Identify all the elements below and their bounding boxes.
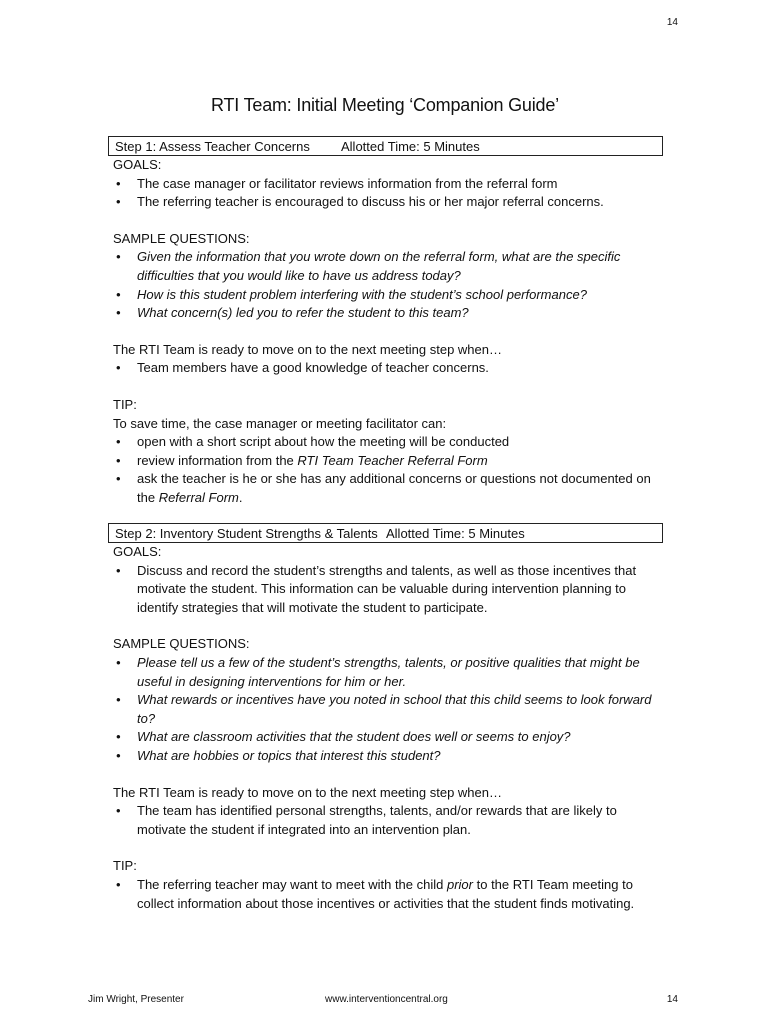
step1-time: Allotted Time: 5 Minutes xyxy=(341,139,480,154)
step2-questions-label: SAMPLE QUESTIONS: xyxy=(113,636,250,652)
tip-text: . xyxy=(238,489,243,505)
step1-goals-list xyxy=(113,175,663,212)
step2-time: Allotted Time: 5 Minutes xyxy=(386,526,525,541)
tip-text: The referring teacher may want to meet with the child xyxy=(137,876,447,892)
step1-tips-list xyxy=(113,433,663,507)
step2-goals-label: GOALS: xyxy=(113,544,162,559)
tip-text: review information from the xyxy=(137,452,298,468)
step1-header-box xyxy=(108,136,663,156)
step2-header-box xyxy=(108,523,663,543)
list-item: • The referring teacher is encouraged to discuss his or her major referral concerns. xyxy=(113,193,663,212)
tip-emphasis: prior xyxy=(446,876,473,892)
step1-goals-label: GOALS: xyxy=(113,157,162,172)
step1-questions-list xyxy=(113,248,663,322)
list-item: • What rewards or incentives have you noted in school that this child seems to look forward to? xyxy=(113,691,663,728)
step2-content xyxy=(113,543,663,913)
list-item: • What are classroom activities that the student does well or seems to enjoy? xyxy=(113,728,663,747)
step1-tip-label: TIP: xyxy=(113,396,137,412)
step1-content xyxy=(113,156,663,508)
footer-page-number: 14 xyxy=(666,994,678,1005)
footer-website: www.interventioncentral.org xyxy=(325,994,448,1005)
step2-ready-list xyxy=(113,802,663,839)
list-item: • The case manager or facilitator reviews information from the referral form xyxy=(113,175,663,194)
list-item xyxy=(113,876,663,913)
step1-questions-label: SAMPLE QUESTIONS: xyxy=(113,230,250,246)
list-item: • Discuss and record the student’s strengths and talents, as well as those incentives that motivate the student. This information can be valuable during intervention planning to identify strategies that will motivate the student to participate. xyxy=(113,562,663,618)
step1-ready-label: The RTI Team is ready to move on to the next meeting step when… xyxy=(113,341,502,357)
tip-emphasis: RTI Team Teacher Referral Form xyxy=(297,452,488,468)
tip-emphasis: Referral Form xyxy=(158,489,239,505)
step1-tip-intro: To save time, the case manager or meeting facilitator can: xyxy=(113,415,447,431)
list-item: • What concern(s) led you to refer the student to this team? xyxy=(113,304,663,323)
tip-text: ask the teacher is he or she has any additional concerns or questions not documented on the xyxy=(137,471,651,505)
step2-tip-list xyxy=(113,876,663,913)
list-item: • Please tell us a few of the student’s strengths, talents, or positive qualities that might be useful in designing interventions for him or her. xyxy=(113,654,663,691)
list-item: • How is this student problem interfering with the student’s school performance? xyxy=(113,286,663,305)
step1-label: Step 1: Assess Teacher Concerns xyxy=(115,139,310,154)
step2-questions-list xyxy=(113,654,663,766)
page-title: RTI Team: Initial Meeting ‘Companion Guide’ xyxy=(211,95,559,115)
step1-ready-list xyxy=(113,359,663,378)
step2-goals-list xyxy=(113,562,663,618)
list-item: • The team has identified personal strengths, talents, and/or rewards that are likely to motivate the student if integrated into an intervention plan. xyxy=(113,802,663,839)
step2-label: Step 2: Inventory Student Strengths & Talents xyxy=(115,526,378,541)
list-item: • Given the information that you wrote down on the referral form, what are the specific difficulties that you would like to have us address today? xyxy=(113,248,663,285)
step2-ready-label: The RTI Team is ready to move on to the next meeting step when… xyxy=(113,784,502,800)
footer-presenter: Jim Wright, Presenter xyxy=(88,994,184,1005)
list-item: • Team members have a good knowledge of teacher concerns. xyxy=(113,359,663,378)
tip-text: to the RTI Team meeting to collect information about those incentives or activities that the student finds motivating. xyxy=(137,876,635,911)
list-item xyxy=(113,452,663,471)
page-number-top: 14 xyxy=(666,17,678,28)
list-item: • What are hobbies or topics that interest this student? xyxy=(113,747,663,766)
step2-tip-label: TIP: xyxy=(113,858,137,874)
list-item xyxy=(113,470,663,507)
list-item: • open with a short script about how the meeting will be conducted xyxy=(113,433,663,452)
